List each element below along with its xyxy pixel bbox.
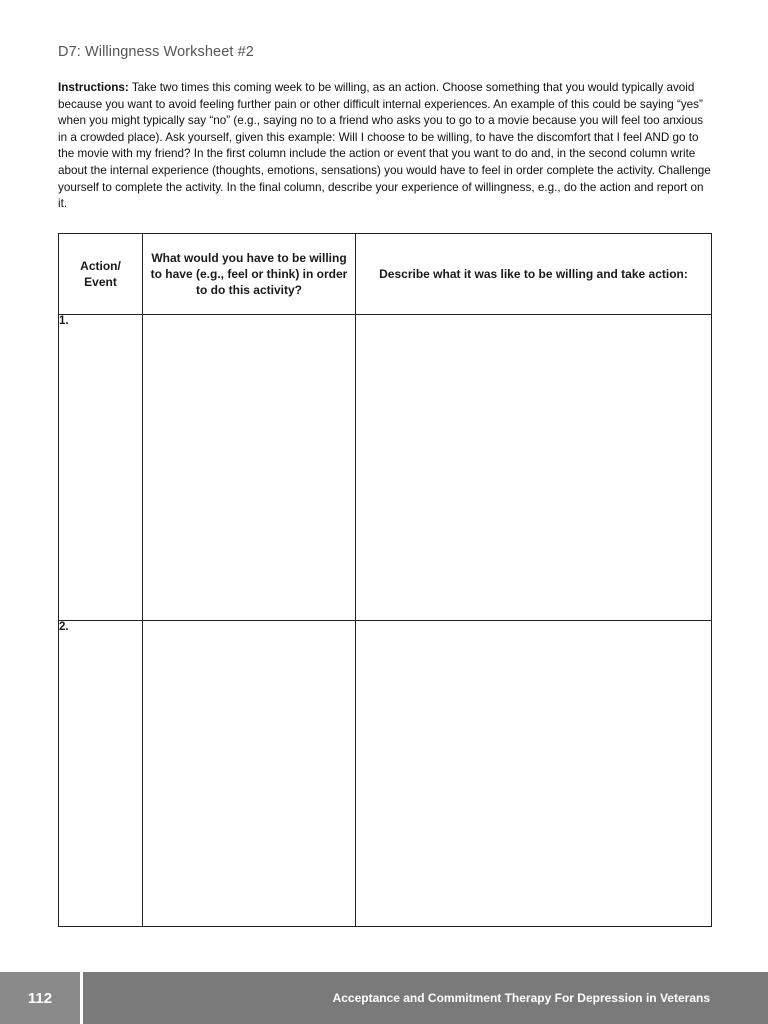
row-number: 2. — [59, 621, 69, 633]
willing-to-have-cell[interactable] — [143, 621, 356, 927]
header-row — [59, 234, 712, 315]
table-row — [59, 315, 712, 621]
table-row — [59, 621, 712, 927]
book-title-text: Acceptance and Commitment Therapy For Depression in Veterans — [332, 991, 710, 1005]
describe-experience-cell[interactable] — [356, 621, 712, 927]
page-title: D7: Willingness Worksheet #2 — [58, 44, 254, 60]
page-number: 112 — [0, 972, 80, 1024]
footer-book-title — [83, 972, 768, 1024]
header-willing-to-have: What would you have to be willing to have (e.g., feel or think) in order to do this activity? — [143, 234, 356, 315]
worksheet-table — [58, 233, 712, 927]
header-action-event: Action/ Event — [59, 234, 143, 315]
instructions-text: Take two times this coming week to be willing, as an action. Choose something that you would typically avoid because you want to avoid feeling further pain or other difficult internal experiences. An example of this could be saying “yes” when you might typically say “no” (e.g., saying no to a friend who asks you to go to a movie because you will feel too anxious in a crowded place). Ask yourself, given this example: Will I choose to be willing, to have the discomfort that I feel AND go to the movie with my friend? In the first column include the action or event that you want to do and, in the second column write about the internal experience (thoughts, emotions, sensations) you would have to feel in order complete the activity. Challenge yourself to complete the activity. In the final column, describe your experience of willingness, e.g., do the action and report on it. — [58, 81, 711, 211]
instructions-paragraph — [58, 80, 712, 213]
row-number-cell[interactable] — [59, 315, 143, 621]
row-number-cell[interactable] — [59, 621, 143, 927]
row-number: 1. — [59, 315, 69, 327]
page-footer — [0, 972, 768, 1024]
describe-experience-cell[interactable] — [356, 315, 712, 621]
header-describe-experience: Describe what it was like to be willing and take action: — [356, 234, 712, 315]
instructions-label: Instructions: — [58, 81, 129, 94]
willing-to-have-cell[interactable] — [143, 315, 356, 621]
